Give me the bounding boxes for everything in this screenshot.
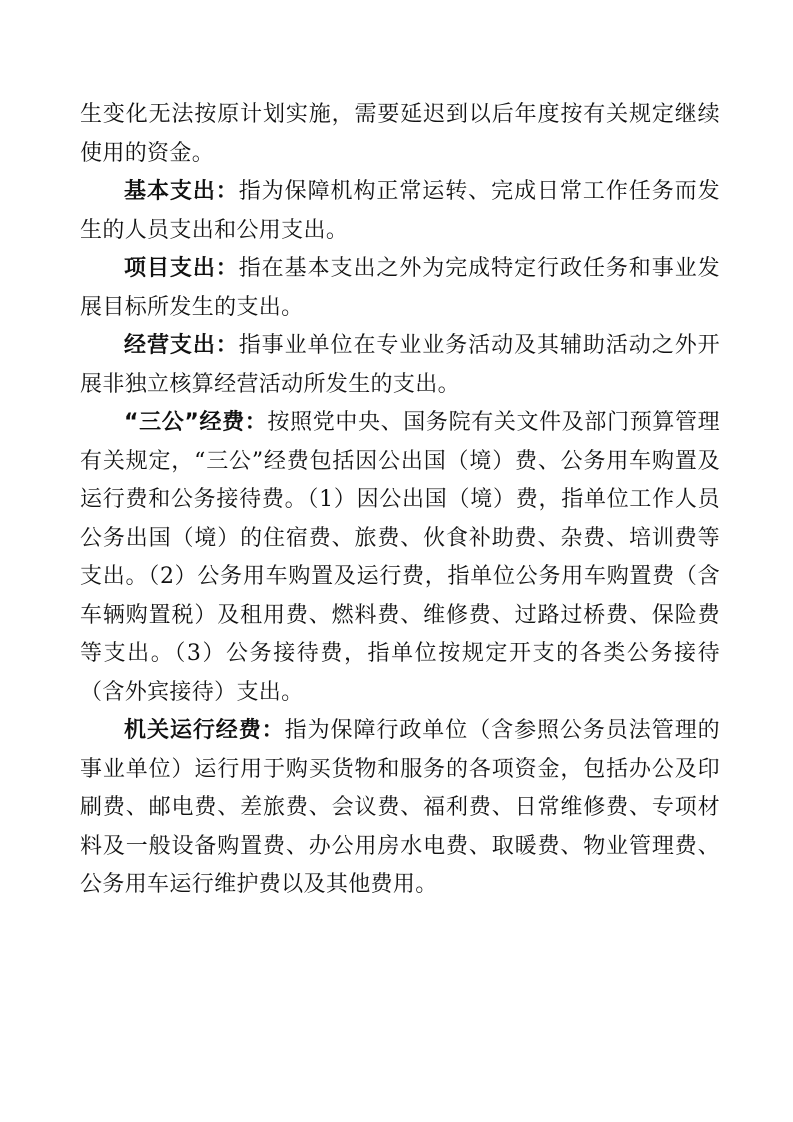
paragraph-three-public-expenses xyxy=(80,404,720,712)
definition-three-public-expenses: 按照党中央、国务院有关文件及部门预算管理有关规定，“三公”经费包括因公出国（境）费、公务用车购置及运行费和公务接待费。（1）因公出国（境）费，指单位工作人员公务出国（境）的住宿费、旅费、伙食补助费、杂费、培训费等支出。（2）公务用车购置及运行费，指单位公务用车购置费（含车辆购置税）及租用费、燃料费、维修费、过路过桥费、保险费等支出。（3）公务接待费，指单位按规定开支的各类公务接待（含外宾接待）支出。 xyxy=(80,410,720,705)
definition-agency-operating-funds: 指为保障行政单位（含参照公务员法管理的事业单位）运行用于购买货物和服务的各项资金，包括办公及印刷费、邮电费、差旅费、会议费、福利费、日常维修费、专项材料及一般设备购置费、办公用房水电费、取暖费、物业管理费、公务用车运行维护费以及其他费用。 xyxy=(80,718,720,897)
definition-operating-expenditure: 指事业单位在专业业务活动及其辅助活动之外开展非独立核算经营活动所发生的支出。 xyxy=(80,333,720,397)
paragraph-project-expenditure xyxy=(80,250,720,327)
paragraph-continued-text xyxy=(80,96,720,173)
term-three-public-expenses: “三公”经费： xyxy=(124,410,268,435)
definition-basic-expenditure: 指为保障机构正常运转、完成日常工作任务而发生的人员支出和公用支出。 xyxy=(80,179,720,243)
term-operating-expenditure: 经营支出： xyxy=(124,333,239,358)
term-agency-operating-funds: 机关运行经费： xyxy=(124,718,285,743)
paragraph-agency-operating-funds xyxy=(80,712,720,905)
paragraph-text: 生变化无法按原计划实施，需要延迟到以后年度按有关规定继续使用的资金。 xyxy=(80,102,720,166)
paragraph-basic-expenditure xyxy=(80,173,720,250)
term-basic-expenditure: 基本支出： xyxy=(124,179,239,204)
definition-project-expenditure: 指在基本支出之外为完成特定行政任务和事业发展目标所发生的支出。 xyxy=(80,256,720,320)
term-project-expenditure: 项目支出： xyxy=(124,256,239,281)
paragraph-operating-expenditure xyxy=(80,327,720,404)
document-page xyxy=(80,96,720,905)
